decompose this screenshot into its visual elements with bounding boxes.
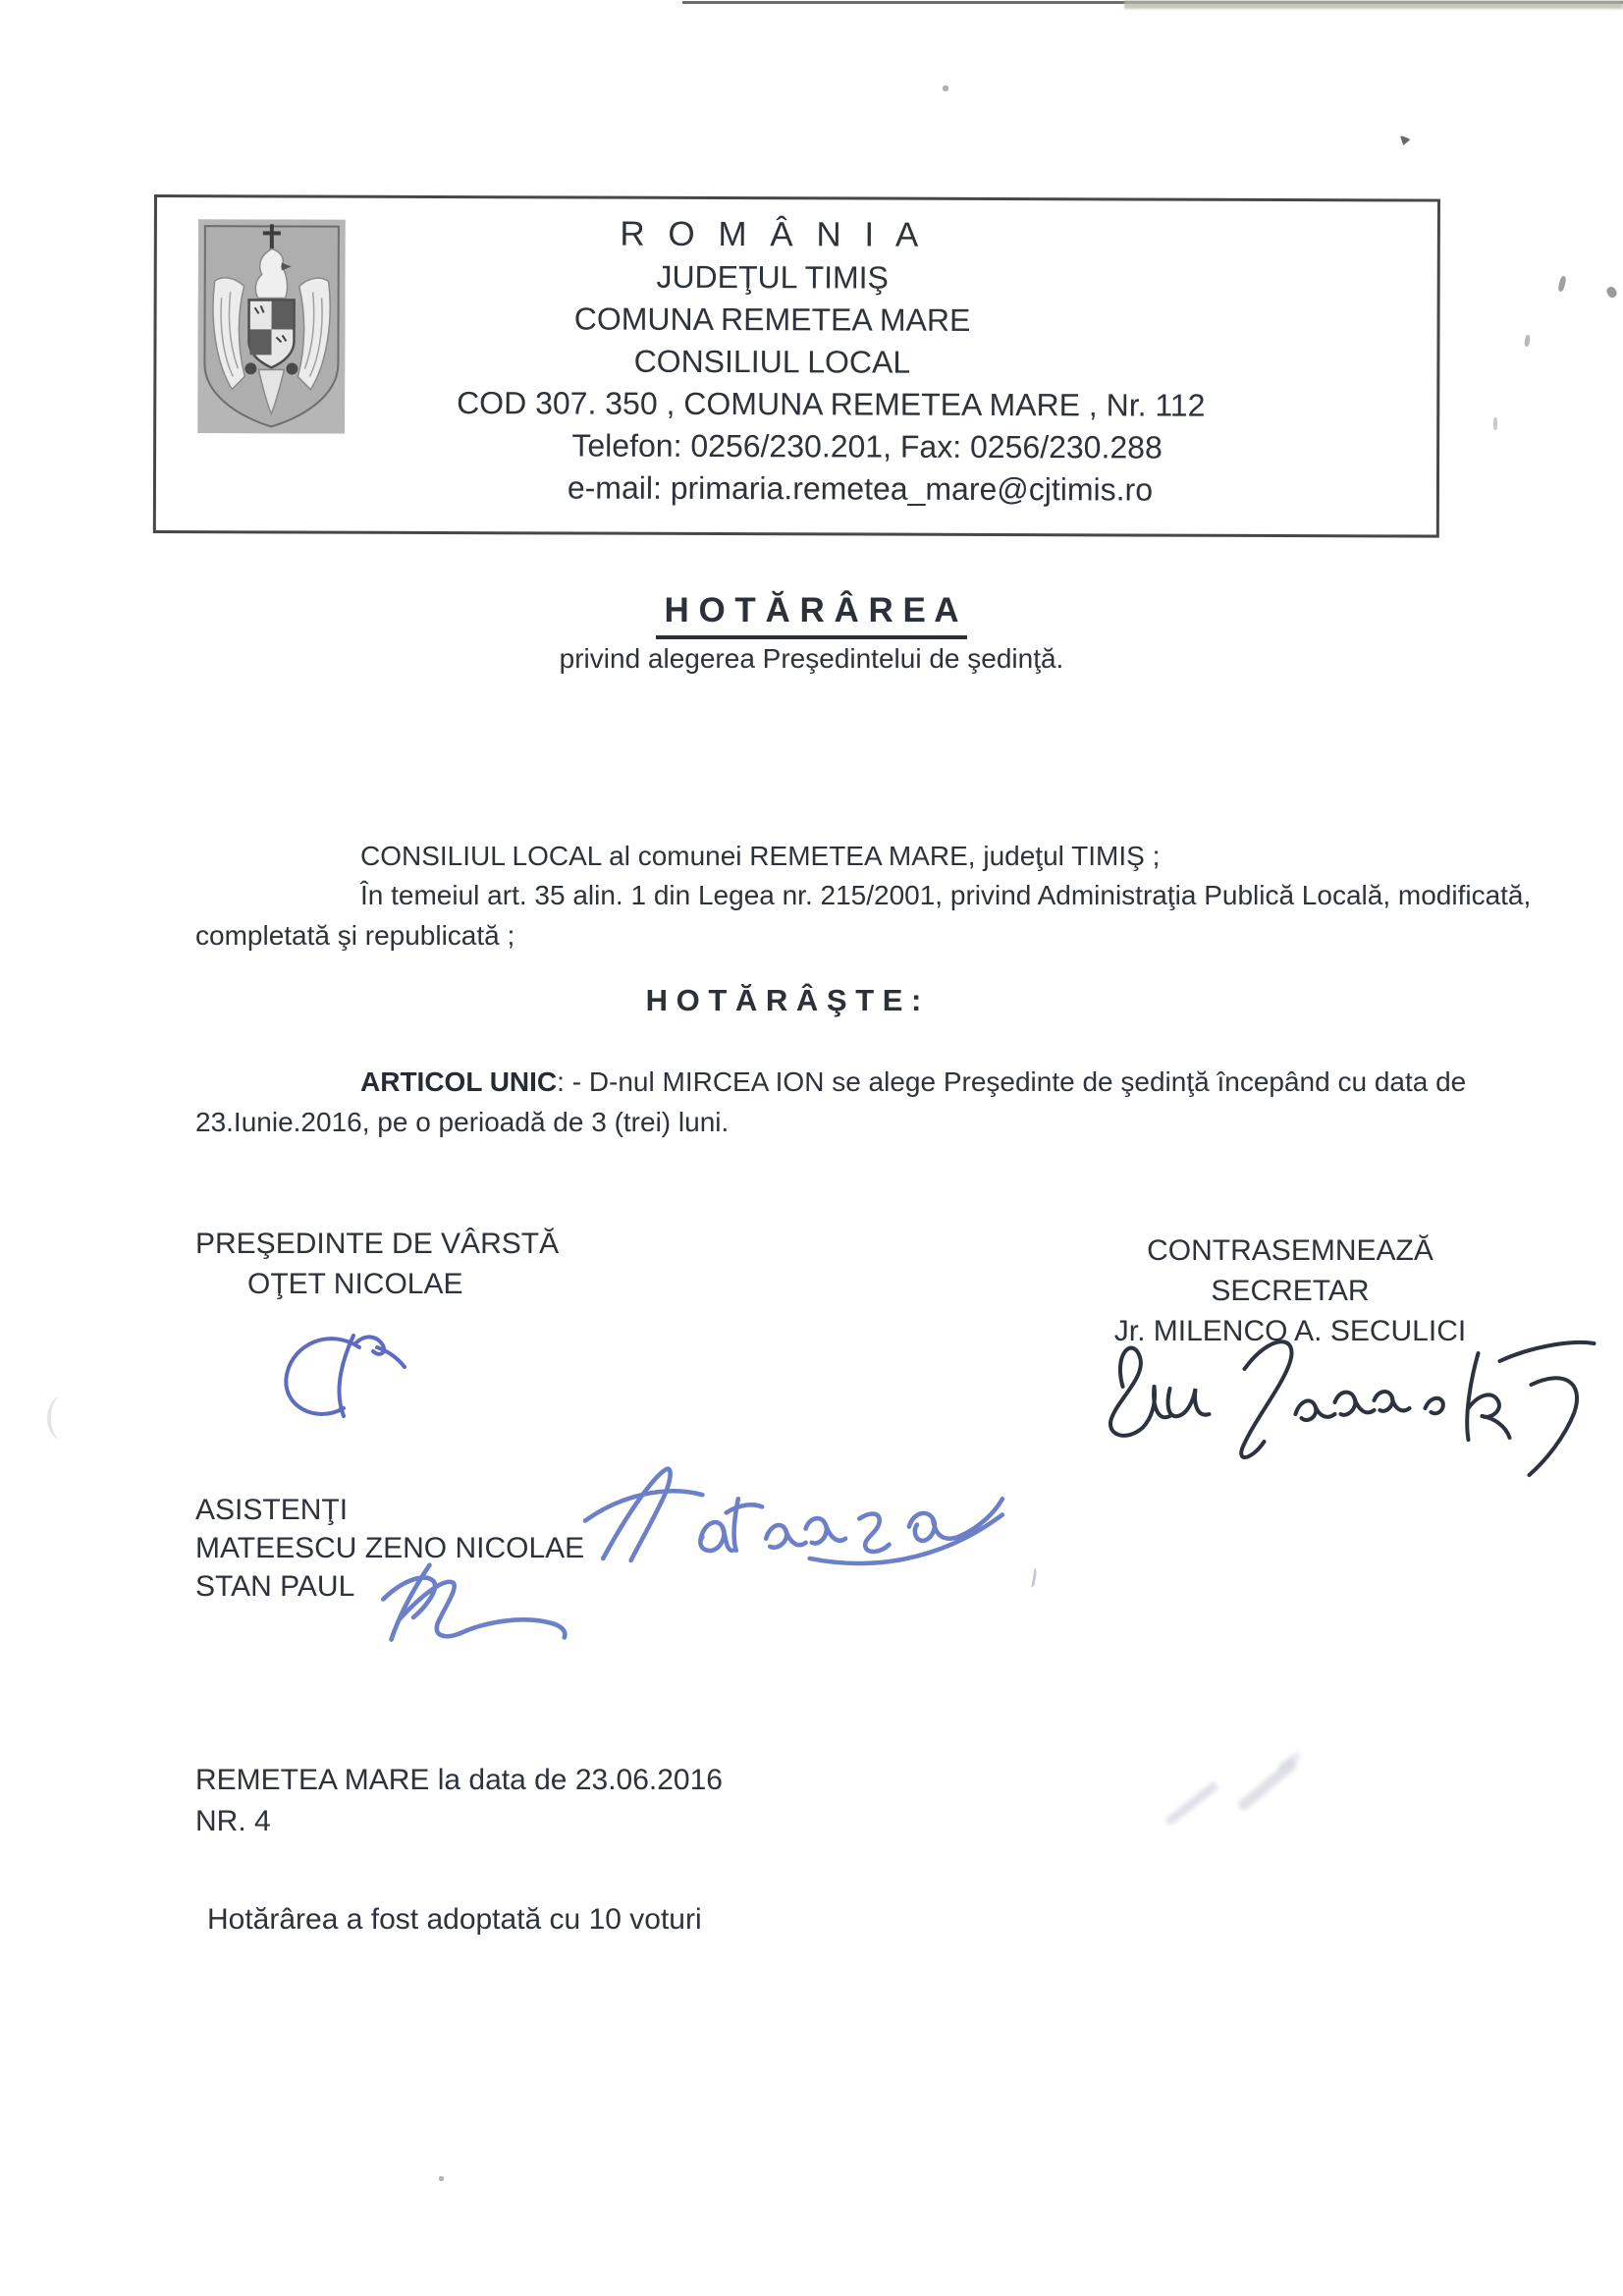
footer-number: NR. 4 [195,1805,271,1837]
letterhead-county: JUDEŢUL TIMIŞ [656,258,890,296]
letterhead-box [153,194,1440,538]
footer-place-date: REMETEA MARE la data de 23.06.2016 [195,1764,723,1796]
decree-heading: H O T Ă R Â Ş T E : [645,983,922,1017]
scan-speck [1524,335,1531,348]
mateescu-signature [581,1453,1008,1586]
secretary-signature [1085,1326,1600,1493]
president-role: PREŞEDINTE DE VÂRSTĂ [195,1228,560,1260]
letterhead-email: e-mail: primaria.remetea_mare@cjtimis.ro [567,469,1154,508]
article-line-2: 23.Iunie.2016, pe o perioadă de 3 (trei) luni. [195,1107,730,1137]
scan-top-edge-band [1124,0,1623,9]
preamble-line-2: În temeiul art. 35 alin. 1 din Legea nr. 215/2001, privind Administraţia Publică Locală, modificată, [360,880,1532,910]
letterhead-council: CONSILIUL LOCAL [633,343,911,380]
scan-speck [943,85,948,91]
assistants-heading: ASISTENŢI [195,1494,349,1526]
article-text: : - D-nul MIRCEA ION se alege Preşedinte de şedinţă începând cu data de [557,1066,1467,1097]
letterhead-phone-fax: Telefon: 0256/230.201, Fax: 0256/230.288 [571,427,1163,465]
assistant-name-2: STAN PAUL [195,1570,355,1603]
scan-speck [1397,135,1411,146]
scan-speck [1493,417,1497,430]
letterhead-country: R O M Â N I A [620,214,926,254]
secretary-role: SECRETAR [1211,1275,1370,1307]
president-name: OŢET NICOLAE [247,1268,463,1300]
article-line-1 [360,1066,1466,1098]
document-subtitle: privind alegerea Preşedintelui de şedinţă. [559,643,1064,674]
preamble-line-1: CONSILIUL LOCAL al comunei REMETEA MARE, judeţul TIMIŞ ; [360,841,1161,871]
secretary-name: Jr. MILENCO A. SECULICI [1113,1315,1467,1347]
letterhead-commune: COMUNA REMETEA MARE [573,301,971,338]
letterhead-address: COD 307. 350 , COMUNA REMETEA MARE , Nr. 112 [457,385,1206,423]
preamble-line-3: completată şi republicată ; [195,920,515,951]
scan-smudge [1164,1780,1219,1826]
article-label: ARTICOL UNIC [360,1066,558,1097]
scan-speck [1557,276,1567,293]
scan-smudge [1236,1758,1299,1813]
countersign-heading: CONTRASEMNEAZĂ [1147,1234,1434,1267]
scan-pen-mark [1022,1566,1037,1588]
document-title: H O T Ă R Â R E A [656,591,966,639]
footer-adoption-note: Hotărârea a fost adoptată cu 10 voturi [207,1903,702,1936]
scan-speck [439,2176,444,2181]
scan-crescent-mark [47,1396,77,1440]
scan-speck [1605,285,1618,299]
stan-paul-signature [371,1550,572,1648]
president-signature [273,1328,420,1426]
assistant-name-1: MATEESCU ZENO NICOLAE [195,1532,585,1564]
